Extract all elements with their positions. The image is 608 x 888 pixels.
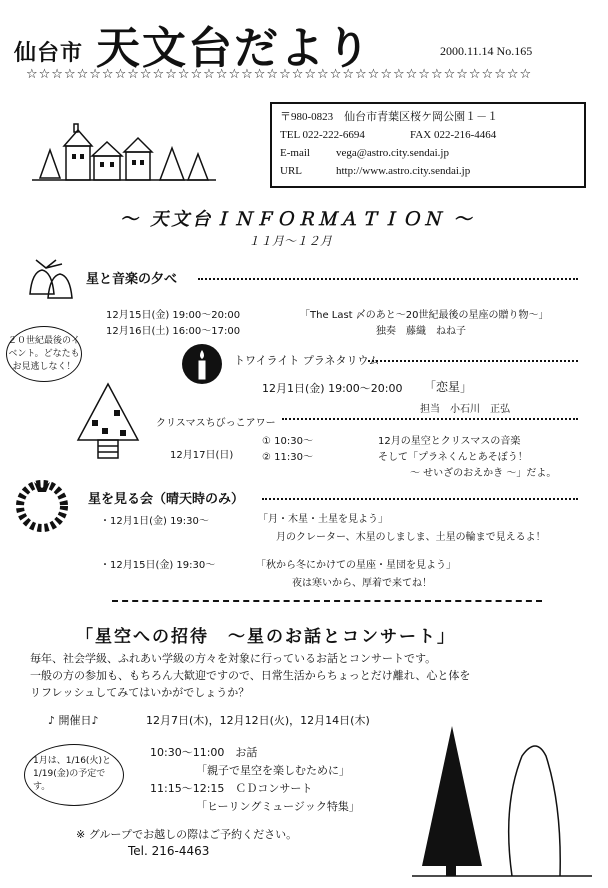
concert-line3: リフレッシュしてみてはいかがでしょうか？ xyxy=(30,686,250,699)
information-period: １１月～１２月 xyxy=(248,234,333,248)
twilight-program: 「恋星」 xyxy=(424,380,473,394)
christmas-tree-icon xyxy=(74,380,142,464)
address-box xyxy=(270,102,586,188)
twilight-heading: トワイライト プラネタリウム xyxy=(234,354,380,367)
winter-tree-illustration xyxy=(412,716,592,882)
observation-heading: 星を見る会（晴天時のみ） xyxy=(88,492,245,507)
music-evening-date2: 12月16日(土) 16:00～17:00 xyxy=(106,326,241,337)
section-divider xyxy=(112,590,542,602)
fax: FAX 022-216-4464 xyxy=(410,129,497,141)
reservation-note: ※ グループでお越しの際はご予約ください。 xyxy=(76,828,298,841)
url-label: URL xyxy=(280,165,302,177)
observation-event1-date: ・12月1日(金) 19:30～ xyxy=(100,516,209,527)
star-divider: ☆☆☆☆☆☆☆☆☆☆☆☆☆☆☆☆☆☆☆☆☆☆☆☆☆☆☆☆☆☆☆☆☆☆☆☆☆☆☆☆ xyxy=(26,67,533,82)
decorative-divider xyxy=(282,408,578,420)
observation-event1-desc: 月のクレーター、木星のしましま、土星の輪まで見えるよ！ xyxy=(276,532,546,543)
decorative-divider xyxy=(198,268,578,280)
january-note-bubble xyxy=(24,744,124,806)
concert-title1: 「親子で星空を楽しむために」 xyxy=(196,764,350,777)
twilight-date: 12月1日(金) 19:00～20:00 xyxy=(262,382,403,395)
observation-event2-title: 「秋から冬にかけての星座・星団を見よう」 xyxy=(256,560,456,571)
music-evening-program: 「The Last 〆のあと～20世紀最後の星座の贈り物～」 xyxy=(300,310,549,321)
concert-line2: 一般の方の参加も、もちろん大歓迎ですので、日常生活からちょっとだけ離れ、心と体を xyxy=(30,669,471,682)
village-illustration xyxy=(30,118,220,190)
url-link[interactable]: http://www.astro.city.sendai.jp xyxy=(336,165,471,177)
christmas-time2: ② 11:30～ xyxy=(262,452,313,463)
decorative-divider xyxy=(368,350,578,362)
christmas-desc2: そして「プラネくんとあそぼう！ xyxy=(378,452,528,463)
wreath-icon xyxy=(12,474,72,534)
christmas-heading: クリスマスちびっこアワー xyxy=(156,418,276,429)
observation-event1-title: 「月・木星・土星を見よう」 xyxy=(258,514,388,525)
city-name: 仙台市 xyxy=(14,41,84,66)
concert-line1: 毎年、社会学級、ふれあい学級の方々を対象に行っているお話とコンサートです。 xyxy=(30,652,437,665)
information-title: ～ 天文台ＩＮＦＯＲＭＡＴＩＯＮ ～ xyxy=(120,209,475,230)
speech-bubble-text: ２０世紀最後のイベント。どなたもお見逃しなく！ xyxy=(7,336,80,372)
music-evening-date1: 12月15日(金) 19:00～20:00 xyxy=(106,310,241,321)
christmas-desc3: ～ せいざのおえかき ～」だよ。 xyxy=(410,468,557,479)
christmas-date: 12月17日(日) xyxy=(170,450,234,461)
speech-bubble xyxy=(6,326,82,382)
email-link[interactable]: vega@astro.city.sendai.jp xyxy=(336,147,449,159)
reservation-tel: Tel. 216-4463 xyxy=(128,844,210,858)
concert-time1: 10:30～11:00 お話 xyxy=(150,746,258,759)
christmas-desc1: 12月の星空とクリスマスの音楽 xyxy=(378,436,521,447)
bells-icon xyxy=(22,254,76,308)
christmas-time1: ① 10:30～ xyxy=(262,436,313,447)
newsletter-title: 天文台だより xyxy=(96,23,372,74)
concert-dates: 12月7日(木)，12月12日(火)，12月14日(木) xyxy=(146,714,370,727)
concert-dates-label: ♪ 開催日♪ xyxy=(48,714,99,727)
issue-info: 2000.11.14 No.165 xyxy=(440,44,533,58)
tel: TEL 022-222-6694 xyxy=(280,129,365,141)
concert-title: 「星空への招待 ～星のお話とコンサート」 xyxy=(76,627,456,647)
concert-title2: 「ヒーリングミュージック特集」 xyxy=(196,800,360,813)
observation-event2-desc: 夜は寒いから、厚着で来てね！ xyxy=(292,578,432,589)
music-evening-performer: 独奏 藤織 ねね子 xyxy=(376,326,466,337)
january-note: 1月は、1/16(火)と1/19(金)の予定です。 xyxy=(33,756,111,792)
candle-icon xyxy=(180,342,224,386)
decorative-divider xyxy=(262,488,578,500)
music-evening-heading: 星と音楽の夕べ xyxy=(86,272,178,287)
twilight-narrator: 担当 小石川 正弘 xyxy=(420,404,510,415)
concert-time2: 11:15～12:15 ＣＤコンサート xyxy=(150,782,313,795)
observation-event2-date: ・12月15日(金) 19:30～ xyxy=(100,560,216,571)
email-label: E-mail xyxy=(280,147,310,159)
postal-address: 〒980-0823 仙台市青葉区桜ケ岡公園１－１ xyxy=(280,111,499,123)
